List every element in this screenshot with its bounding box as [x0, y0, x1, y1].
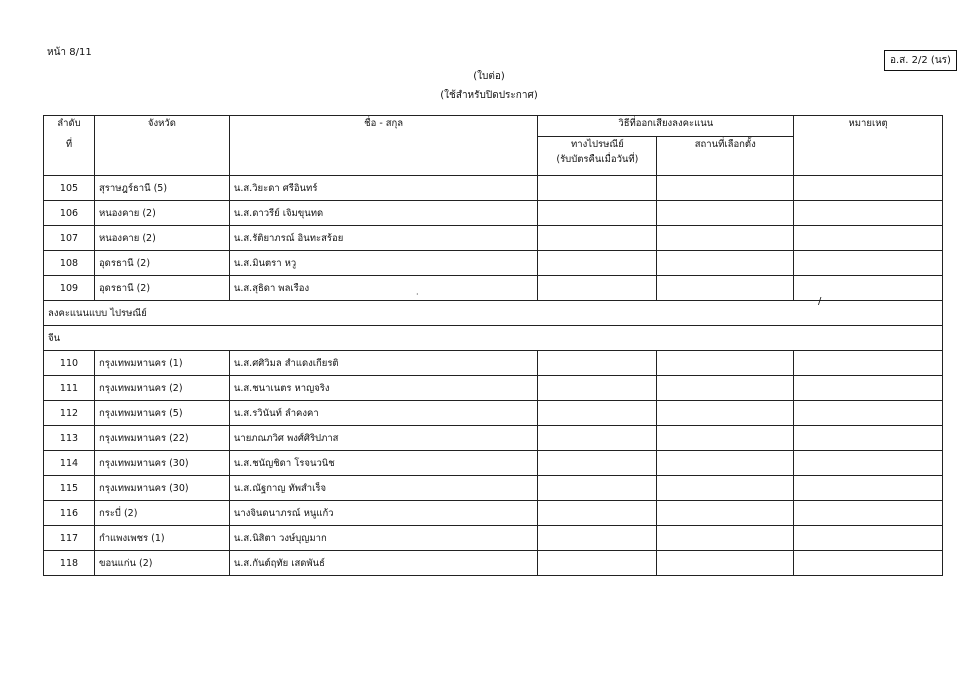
- table-row: [44, 526, 943, 551]
- row-name: น.ส.กันต์ฤทัย เสดพันธ์: [229, 551, 538, 576]
- row-province: สุราษฎร์ธานี (5): [94, 176, 229, 201]
- row-name: น.ส.ชนาเนตร หาญจริง: [229, 376, 538, 401]
- col-order-label: ลำดับ: [57, 118, 81, 129]
- row-name: น.ส.ชนัญชิดา โรจนวนิช: [229, 451, 538, 476]
- row-remark: [794, 251, 943, 276]
- table-row: [44, 176, 943, 201]
- row-at-station: [657, 551, 794, 576]
- row-by-post: [538, 226, 657, 251]
- table-row: [44, 426, 943, 451]
- table-row: [44, 251, 943, 276]
- row-by-post: [538, 451, 657, 476]
- table-row: [44, 351, 943, 376]
- row-province: กรุงเทพมหานคร (5): [94, 401, 229, 426]
- row-remark: [794, 451, 943, 476]
- row-at-station: [657, 251, 794, 276]
- row-by-post: [538, 376, 657, 401]
- row-name: น.ส.ศศิวิมล สำแดงเกียรติ: [229, 351, 538, 376]
- row-at-station: [657, 376, 794, 401]
- row-by-post: [538, 476, 657, 501]
- col-province: จังหวัด: [94, 116, 229, 176]
- row-number: 115: [44, 476, 95, 501]
- row-by-post: [538, 426, 657, 451]
- row-name: นางจินดนาภรณ์ หนูแก้ว: [229, 501, 538, 526]
- row-at-station: [657, 351, 794, 376]
- row-remark: [794, 526, 943, 551]
- table-row: [44, 276, 943, 301]
- row-province: อุดรธานี (2): [94, 251, 229, 276]
- row-at-station: [657, 401, 794, 426]
- row-remark: [794, 176, 943, 201]
- row-by-post: [538, 401, 657, 426]
- row-at-station: [657, 201, 794, 226]
- row-name: น.ส.มินตรา หวู: [229, 251, 538, 276]
- row-at-station: [657, 426, 794, 451]
- continued-label: (ใบต่อ): [473, 71, 505, 82]
- row-by-post: [538, 351, 657, 376]
- row-remark: [794, 401, 943, 426]
- col-method: วิธีที่ออกเสียงลงคะแนน: [538, 116, 794, 137]
- row-province: หนองคาย (2): [94, 226, 229, 251]
- row-number: 109: [44, 276, 95, 301]
- row-province: กรุงเทพมหานคร (22): [94, 426, 229, 451]
- row-province: กรุงเทพมหานคร (1): [94, 351, 229, 376]
- col-at-station: สถานที่เลือกตั้ง: [657, 137, 794, 176]
- section-country-label: จีน: [44, 326, 943, 351]
- table-row: [44, 201, 943, 226]
- row-province: กรุงเทพมหานคร (30): [94, 476, 229, 501]
- stray-mark: ·: [416, 290, 419, 299]
- row-remark: [794, 276, 943, 301]
- row-name: น.ส.สุธิดา พลเรือง: [229, 276, 538, 301]
- header-row-1: [44, 116, 943, 137]
- row-name: น.ส.รัติยาภรณ์ อินทะสร้อย: [229, 226, 538, 251]
- row-province: กรุงเทพมหานคร (2): [94, 376, 229, 401]
- row-remark: [794, 351, 943, 376]
- col-by-post-note: (รับบัตรคืนเมื่อวันที่): [556, 154, 639, 165]
- section-row-country: [44, 326, 943, 351]
- row-at-station: [657, 451, 794, 476]
- row-remark: [794, 551, 943, 576]
- table-row: [44, 451, 943, 476]
- table-row: [44, 501, 943, 526]
- row-at-station: [657, 526, 794, 551]
- row-province: กระบี่ (2): [94, 501, 229, 526]
- row-number: 114: [44, 451, 95, 476]
- row-by-post: [538, 201, 657, 226]
- row-name: น.ส.ดาวรีย์ เจิมขุนทด: [229, 201, 538, 226]
- row-number: 106: [44, 201, 95, 226]
- row-province: หนองคาย (2): [94, 201, 229, 226]
- row-at-station: [657, 176, 794, 201]
- row-remark: [794, 226, 943, 251]
- row-by-post: [538, 176, 657, 201]
- pen-mark: /: [818, 296, 822, 307]
- col-by-post-label: ทางไปรษณีย์: [570, 139, 624, 150]
- row-at-station: [657, 276, 794, 301]
- row-province: อุดรธานี (2): [94, 276, 229, 301]
- row-by-post: [538, 551, 657, 576]
- row-number: 116: [44, 501, 95, 526]
- table-row: [44, 476, 943, 501]
- row-remark: [794, 426, 943, 451]
- form-code-box: อ.ส. 2/2 (นร): [884, 50, 957, 71]
- row-number: 107: [44, 226, 95, 251]
- table-row: [44, 551, 943, 576]
- row-by-post: [538, 501, 657, 526]
- row-number: 110: [44, 351, 95, 376]
- table-row: [44, 226, 943, 251]
- row-at-station: [657, 501, 794, 526]
- row-province: กำแพงเพชร (1): [94, 526, 229, 551]
- row-by-post: [538, 276, 657, 301]
- col-name: ชื่อ - สกุล: [229, 116, 538, 176]
- page-number: หน้า 8/11: [47, 47, 92, 58]
- row-province: กรุงเทพมหานคร (30): [94, 451, 229, 476]
- row-at-station: [657, 226, 794, 251]
- row-number: 118: [44, 551, 95, 576]
- row-by-post: [538, 251, 657, 276]
- row-remark: [794, 201, 943, 226]
- row-number: 108: [44, 251, 95, 276]
- col-order-label-2: ที่: [65, 139, 73, 150]
- col-remark: หมายเหตุ: [794, 116, 943, 176]
- col-order: [44, 116, 95, 176]
- row-number: 113: [44, 426, 95, 451]
- row-remark: [794, 476, 943, 501]
- row-number: 112: [44, 401, 95, 426]
- col-by-post: [538, 137, 657, 176]
- row-remark: [794, 376, 943, 401]
- section-method-label: ลงคะแนนแบบ ไปรษณีย์: [44, 301, 943, 326]
- row-remark: [794, 501, 943, 526]
- table-row: [44, 376, 943, 401]
- row-name: น.ส.ณัฐกาญ ทัพสำเร็จ: [229, 476, 538, 501]
- row-number: 105: [44, 176, 95, 201]
- row-name: น.ส.นิสิตา วงษ์บุญมาก: [229, 526, 538, 551]
- table-row: [44, 401, 943, 426]
- row-name: นายภณภวิศ พงศ์ศิริปภาส: [229, 426, 538, 451]
- row-number: 117: [44, 526, 95, 551]
- row-at-station: [657, 476, 794, 501]
- usage-label: (ใช้สำหรับปิดประกาศ): [440, 90, 538, 101]
- row-name: น.ส.รวินันท์ ลำคงคา: [229, 401, 538, 426]
- row-by-post: [538, 526, 657, 551]
- row-province: ขอนแก่น (2): [94, 551, 229, 576]
- voter-table: [43, 115, 943, 576]
- row-number: 111: [44, 376, 95, 401]
- section-row-method: [44, 301, 943, 326]
- row-name: น.ส.วิยะดา ศรีอินทร์: [229, 176, 538, 201]
